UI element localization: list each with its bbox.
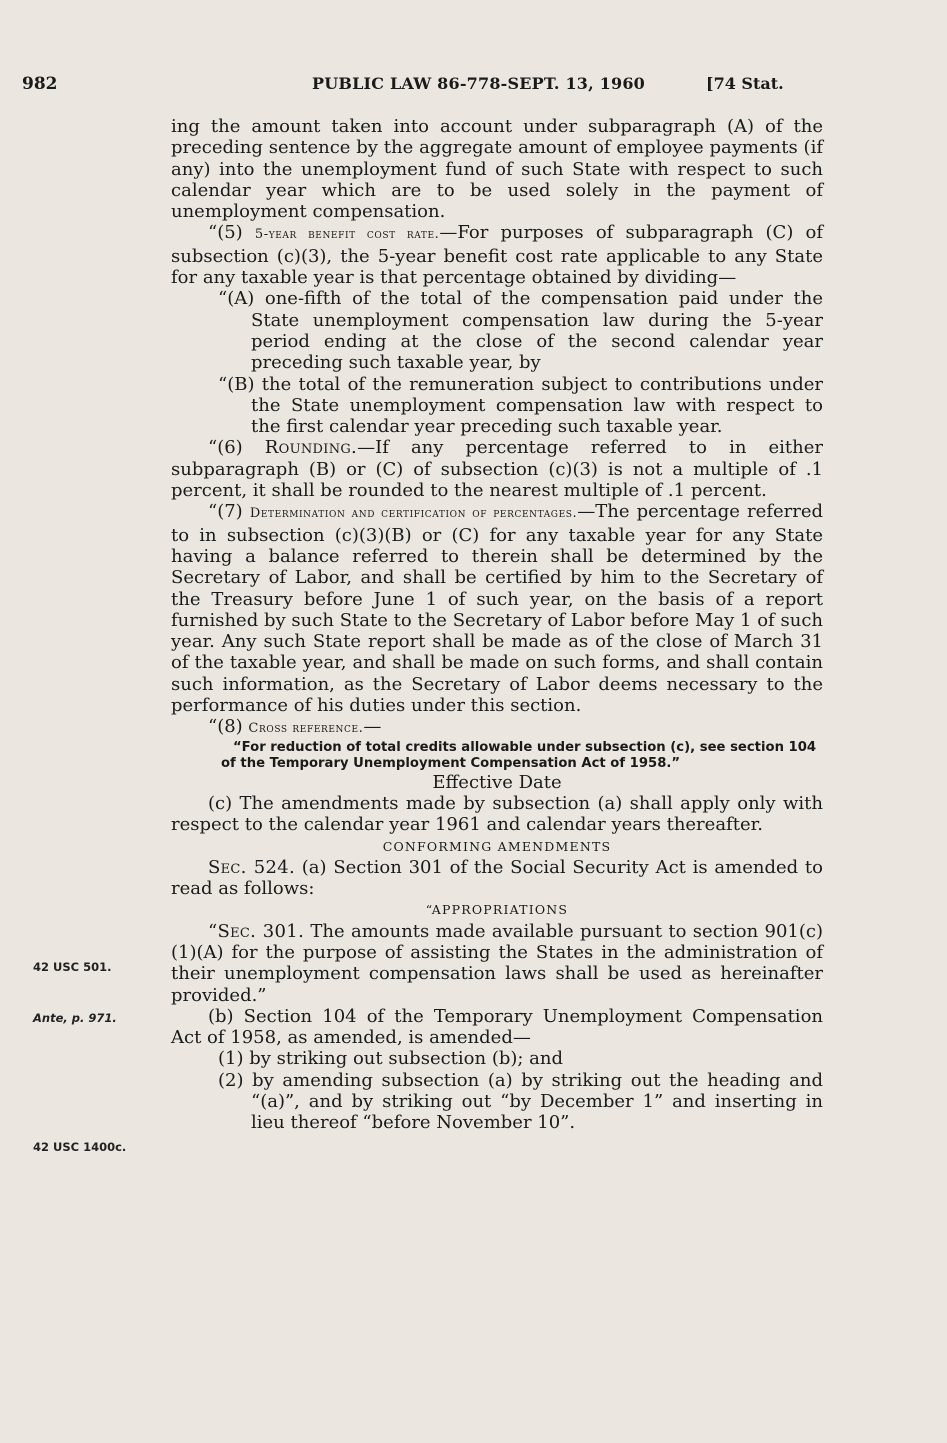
paragraph-heading: Rounding. <box>264 437 358 459</box>
section-text: (a) Section 301 of the Social Security Act is amended to read as follows: <box>171 856 823 900</box>
section-301 <box>171 921 823 1006</box>
page-number: 982 <box>22 74 58 94</box>
paragraph-text: —For purposes of subparagraph (C) of subsection (c)(3), the 5-year benefit cost rate applicable to any State for any taxable year is that percentage obtained by dividing— <box>171 222 824 289</box>
section-label: “Sec. 301. <box>208 920 305 942</box>
running-title: PUBLIC LAW 86-778-SEPT. 13, 1960 <box>312 74 646 93</box>
page-header <box>0 74 947 98</box>
section-524 <box>171 857 823 900</box>
paragraph-c: (c) The amendments made by subsection (a) shall apply only with respect to the calendar year 1961 and calendar years thereafter. <box>171 792 823 836</box>
paragraph-lead: “(7) <box>208 501 250 523</box>
paragraph-heading: Determination and certification of percentages. <box>249 506 578 522</box>
clause-2: (2) by amending subsection (a) by striking out the heading and “(a)”, and by striking out “by December 1” and inserting in lieu thereof “before November 10”. <box>218 1069 823 1134</box>
heading-effective-date: Effective Date <box>432 771 562 793</box>
margin-note-ante: Ante, p. 971. <box>33 1011 117 1025</box>
paragraph-lead: “(5) <box>208 222 255 244</box>
paragraph-5-year-benefit-cost-rate <box>171 222 823 288</box>
margin-note-42-usc-501: 42 USC 501. <box>33 960 112 974</box>
paragraph-cross-reference <box>171 716 823 739</box>
paragraph-b: (b) Section 104 of the Temporary Unemployment Compensation Act of 1958, as amended, is amended— <box>171 1005 823 1049</box>
heading-conforming-amendments: CONFORMING AMENDMENTS <box>382 838 612 854</box>
paragraph-text: — <box>363 716 382 738</box>
paragraph-text: —If any percentage referred to in either subparagraph (B) or (C) of subsection (c)(3) is not a multiple of .1 percent, it shall be rounded to the nearest multiple of .1 percent. <box>171 437 823 502</box>
paragraph-heading: 5-year benefit cost rate. <box>254 227 440 243</box>
section-text: The amounts made available pursuant to section 901(c)(1)(A) for the purpose of assisting the States in the administration of their unemployment compensation laws shall be used as hereinafter provided.” <box>171 920 823 1006</box>
margin-note-42-usc-1400c: 42 USC 1400c. <box>33 1140 127 1154</box>
paragraph-lead: “(6) <box>208 437 265 459</box>
paragraph-rounding <box>171 437 823 501</box>
clause-1: (1) by striking out subsection (b); and <box>218 1048 564 1070</box>
paragraph-continuation: ing the amount taken into account under subparagraph (A) of the preceding sentence by the aggregate amount of employee payments (if any) into the unemployment fund of such State with respect to such calendar year which are to be used solely in the payment of unemployment compensation. <box>171 116 823 223</box>
body-text <box>171 116 823 1134</box>
heading-appropriations: “APPROPRIATIONS <box>425 902 569 918</box>
subparagraph-a: “(A) one-fifth of the total of the compensation paid under the State unemployment compensation law during the 5-year period ending at the close of the second calendar year preceding such taxable year, by <box>218 288 823 374</box>
section-label: Sec. 524. <box>208 856 296 878</box>
paragraph-determination <box>171 501 823 716</box>
volume-reference: [74 Stat. <box>706 74 784 93</box>
paragraph-lead: “(8) <box>208 716 249 738</box>
cross-reference-note: “For reduction of total credits allowable under subsection (c), see section 104 of the Temporary Unemployment Compensation Act of 1958.” <box>221 739 817 771</box>
paragraph-heading: Cross reference. <box>248 721 364 737</box>
paragraph-text: —The percentage referred to in subsection (c)(3)(B) or (C) for any taxable year for any State having a balance referred to therein shall be determined by the Secretary of Labor, and shall be certified by him to the Secretary of the Treasury before June 1 of such year, on the basis of a report furnished by such State to the Secretary of Labor before May 1 of such year. Any such State report shall be made as of the close of March 31 of the taxable year, and shall be made on such forms, and shall contain such information, as the Secretary of Labor deems necessary to the performance of his duties under this section. <box>171 501 824 717</box>
subparagraph-b: “(B) the total of the remuneration subject to contributions under the State unemployment compensation law with respect to the first calendar year preceding such taxable year. <box>218 373 823 438</box>
